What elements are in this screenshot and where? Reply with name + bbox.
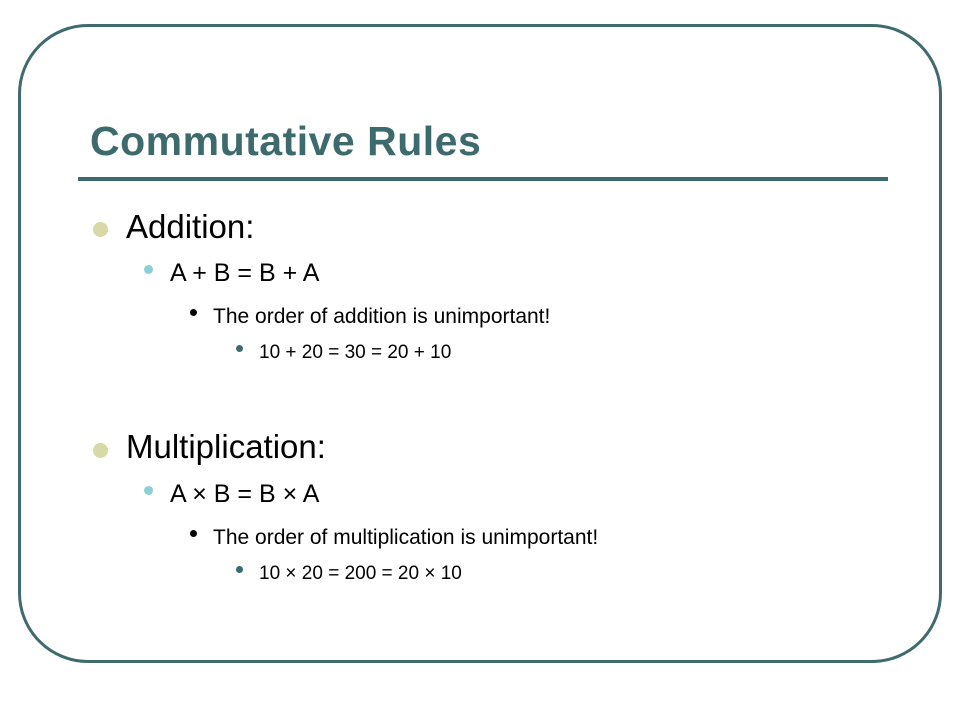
- bullet-level3-icon: [190, 309, 197, 316]
- bullet-level1-icon: [93, 443, 108, 458]
- section-heading-multiplication: Multiplication:: [126, 428, 326, 465]
- slide-title: Commutative Rules: [90, 118, 482, 164]
- bullet-level4-icon: [236, 566, 243, 573]
- bullet-level2-icon: [144, 486, 153, 495]
- bullet-level3-icon: [190, 530, 197, 537]
- multiplication-rule: A × B = B × A: [170, 480, 320, 508]
- section-heading-addition: Addition:: [126, 208, 255, 245]
- bullet-level4-icon: [236, 345, 243, 352]
- addition-rule: A + B = B + A: [170, 259, 320, 287]
- title-underline: [78, 177, 888, 181]
- multiplication-example: 10 × 20 = 200 = 20 × 10: [259, 563, 462, 584]
- addition-note: The order of addition is unimportant!: [213, 305, 551, 328]
- bullet-level1-icon: [93, 222, 108, 237]
- bullet-level2-icon: [144, 265, 153, 274]
- addition-example: 10 + 20 = 30 = 20 + 10: [259, 342, 452, 363]
- multiplication-note: The order of multiplication is unimportant!: [213, 526, 599, 549]
